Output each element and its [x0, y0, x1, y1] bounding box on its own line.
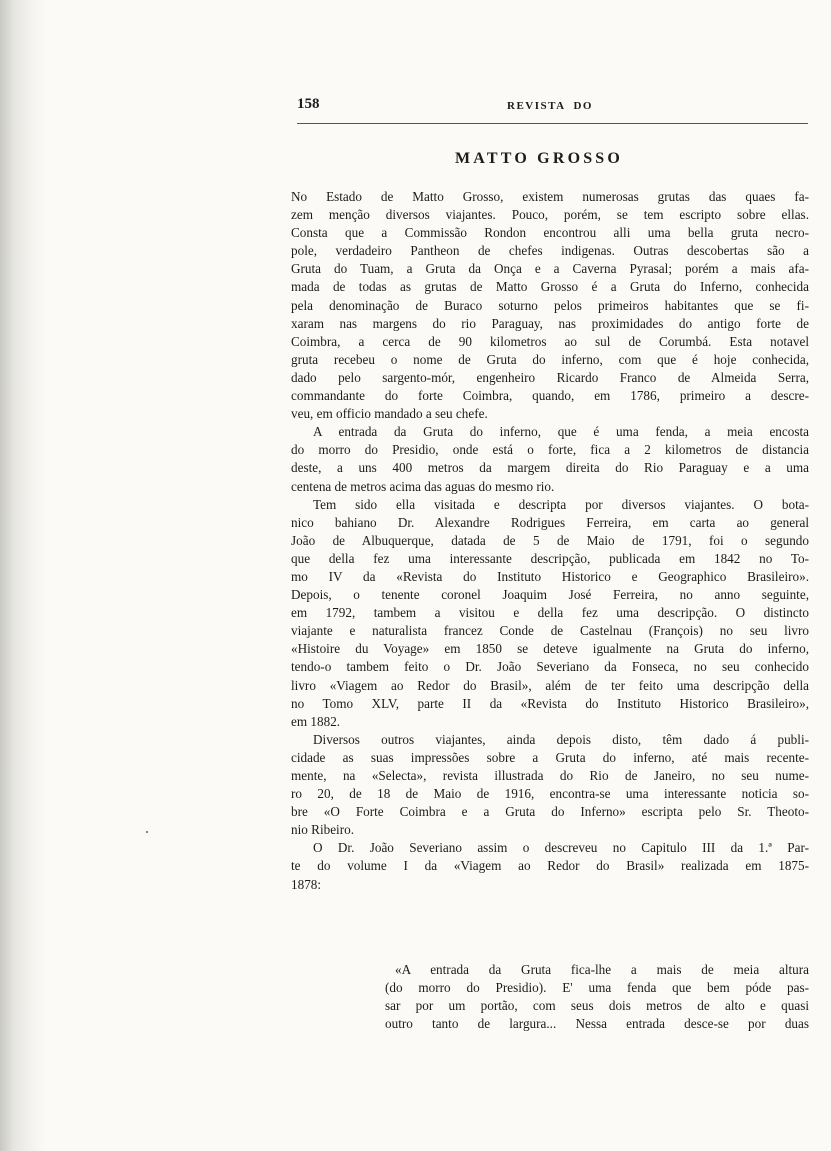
text-line: Diversos outros viajantes, ainda depois disto, têm dado á publi- — [313, 731, 809, 747]
text-line: «Histoire du Voyage» em 1850 se deteve igualmente na Gruta do inferno, — [291, 641, 809, 657]
text-line: nico bahiano Dr. Alexandre Rodrigues Ferreira, em carta ao general — [291, 514, 809, 530]
text-line: do morro do Presidio, onde está o forte, fica a 2 kilometros de distancia — [291, 442, 809, 458]
text-line: Depois, o tenente coronel Joaquim José Ferreira, no anno seguinte, — [291, 587, 809, 603]
text-line: zem menção diversos viajantes. Pouco, porém, se tem escripto sobre ellas. — [291, 207, 809, 223]
text-line: deste, a uns 400 metros da margem direita do Rio Paraguay e a uma — [291, 460, 809, 476]
text-line: no Tomo XLV, parte II da «Revista do Instituto Historico Brasileiro», — [291, 695, 809, 711]
header-rule — [297, 123, 808, 124]
text-line: Consta que a Commissão Rondon encontrou alli uma bella gruta necro- — [291, 225, 809, 241]
page-header — [297, 96, 808, 120]
body-text — [291, 188, 809, 894]
text-line: xaram nas margens do rio Paraguay, nas proximidades do antigo forte de — [291, 315, 809, 331]
running-title: REVISTA DO — [507, 100, 593, 112]
quote-line: outro tanto de largura... Nessa entrada desce-se por duas — [385, 1016, 809, 1032]
text-line: cidade as suas impressões sobre a Gruta do inferno, até mais recente- — [291, 749, 809, 765]
text-line: gruta recebeu o nome de Gruta do inferno, com que é hoje conhecida, — [291, 351, 809, 367]
text-line: te do volume I da «Viagem ao Redor do Brasil» realizada em 1875- — [291, 858, 809, 874]
text-line: tendo-o tambem feito o Dr. João Severiano da Fonseca, no seu conhecido — [291, 659, 809, 675]
text-line: A entrada da Gruta do inferno, que é uma fenda, a meia encosta — [313, 424, 809, 440]
quote-line: sar por um portão, com seus dois metros de alto e quasi — [385, 998, 809, 1014]
text-line: livro «Viagem ao Redor do Brasil», além de ter feito uma descripção della — [291, 677, 809, 693]
section-title: MATTO GROSSO — [455, 150, 624, 167]
block-quote — [385, 961, 809, 1033]
page-binding-shadow — [0, 0, 46, 1151]
text-line: em 1792, tambem a visitou e della fez uma descripção. O distincto — [291, 605, 809, 621]
text-line: O Dr. João Severiano assim o descreveu no Capitulo III da 1.ª Par- — [313, 840, 809, 856]
text-line: em 1882. — [291, 713, 341, 729]
text-line: Coimbra, a cerca de 90 kilometros ao sul de Corumbá. Esta notavel — [291, 333, 809, 349]
text-line: Gruta do Tuam, a Gruta da Onça e a Caverna Pyrasal; porém a mais afa- — [291, 261, 809, 277]
text-line: No Estado de Matto Grosso, existem numerosas grutas das quaes fa- — [291, 189, 809, 204]
text-line: veu, em officio mandado a seu chefe. — [291, 406, 488, 422]
text-line: ro 20, de 18 de Maio de 1916, encontra-se uma interessante noticia so- — [291, 786, 809, 802]
text-line: mo IV da «Revista do Instituto Historico e Geographico Brasileiro». — [291, 568, 809, 584]
text-line: viajante e naturalista francez Conde de Castelnau (François) no seu livro — [291, 623, 809, 639]
quote-line: (do morro do Presidio). E' uma fenda que bem póde pas- — [385, 980, 809, 996]
text-line: nio Ribeiro. — [291, 822, 355, 838]
text-line: mada de todas as grutas de Matto Grosso é a Gruta do Inferno, conhecida — [291, 279, 809, 295]
text-line: Tem sido ella visitada e descripta por diversos viajantes. O bota- — [313, 496, 809, 512]
text-line: João de Albuquerque, datada de 5 de Maio de 1791, foi o segundo — [291, 532, 809, 548]
text-line: que della fez uma interessante descripção, publicada em 1842 no To- — [291, 550, 809, 566]
text-line: dado pelo sargento-mór, engenheiro Ricardo Franco de Almeida Serra, — [291, 369, 809, 385]
text-line: centena de metros acima das aguas do mesmo rio. — [291, 478, 555, 494]
text-line: 1878: — [291, 876, 322, 892]
text-line: commandante do forte Coimbra, quando, em 1786, primeiro a descre- — [291, 388, 809, 404]
text-line: pela denominação de Buraco soturno pelos primeiros habitantes que se fi- — [291, 297, 809, 313]
text-line: mente, na «Selecta», revista illustrada do Rio de Janeiro, no seu nume- — [291, 768, 809, 783]
quote-line: «A entrada da Gruta fica-lhe a mais de meia altura — [395, 962, 809, 977]
text-line: pole, verdadeiro Pantheon de chefes indigenas. Outras descobertas são a — [291, 243, 809, 259]
text-line: bre «O Forte Coimbra e a Gruta do Inferno» escripta pelo Sr. Theoto- — [291, 804, 809, 820]
margin-speck — [146, 831, 148, 833]
page-number: 158 — [297, 96, 320, 112]
